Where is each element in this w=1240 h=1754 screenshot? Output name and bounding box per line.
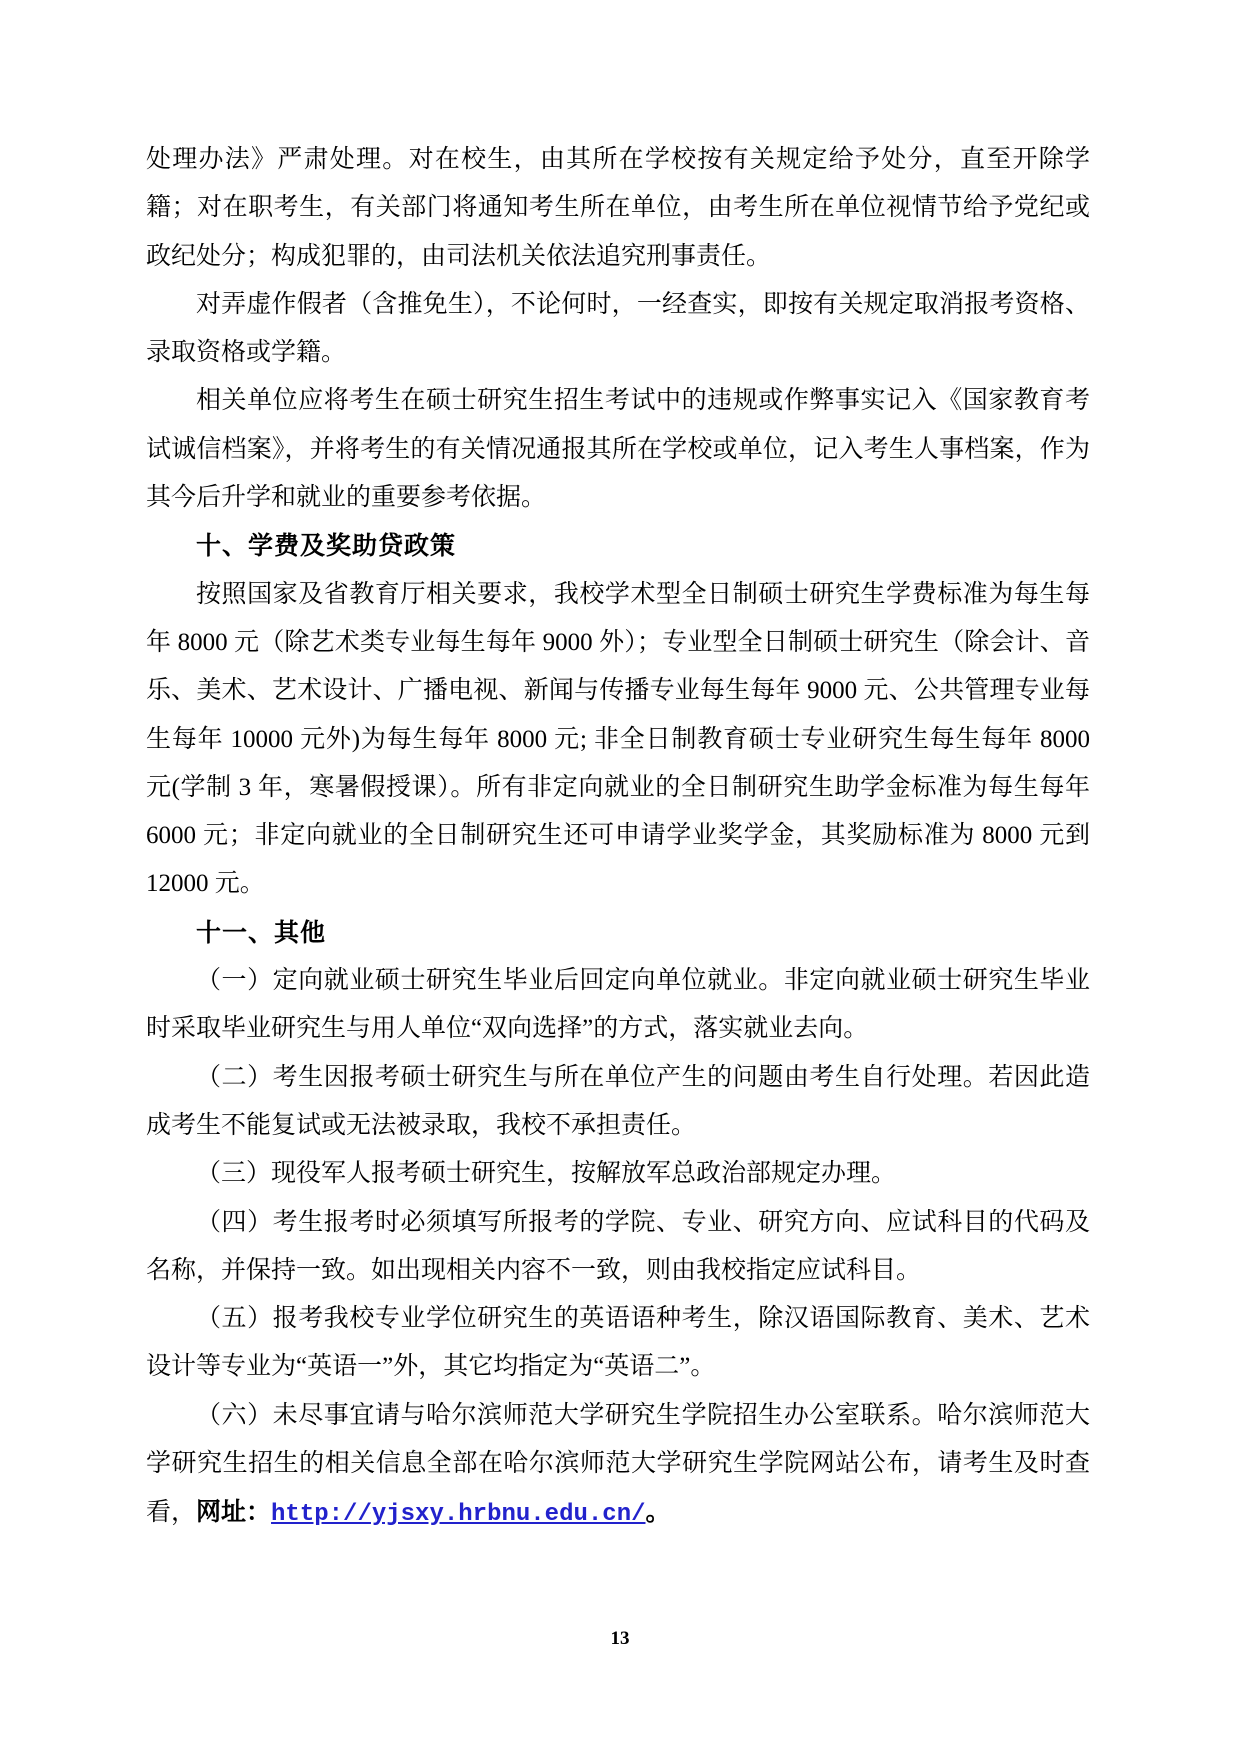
paragraph-text: （六）未尽事宜请与哈尔滨师范大学研究生学院招生办公室联系。哈尔滨师范大学研究生招生的相关信息全部在哈尔滨师范大学研究生学院网站公布，请考生及时查看， <box>146 1401 1090 1527</box>
paragraph: （五）报考我校专业学位研究生的英语语种考生，除汉语国际教育、美术、艺术设计等专业为“英语一”外，其它均指定为“英语二”。 <box>146 1305 1090 1381</box>
paragraph: （一）定向就业硕士研究生毕业后回定向单位就业。非定向就业硕士研究生毕业时采取毕业研究生与用人单位“双向选择”的方式，落实就业去向。 <box>146 967 1090 1043</box>
website-link[interactable]: http://yjsxy.hrbnu.edu.cn/ <box>271 1501 646 1529</box>
page-number: 13 <box>610 1628 630 1649</box>
paragraph <box>146 1392 1090 1540</box>
paragraph: 对弄虚作假者（含推免生），不论何时，一经查实，即按有关规定取消报考资格、录取资格或学籍。 <box>146 290 1090 367</box>
paragraph: 按照国家及省教育厅相关要求，我校学术型全日制硕士研究生学费标准为每生每年 8000 元（除艺术类专业每生每年 9000 外）；专业型全日制硕士研究生（除会计、音乐、美术、艺术设计、广播电视、新闻与传播专业每生每年 9000 元、公共管理专业每生每年 10000 元外)为每生每年 8000 元; 非全日制教育硕士专业研究生每生每年 8000 元(学制 3 年，寒暑假授课）。所有非定向就业的全日制研究生助学金标准为每生每年 6000 元；非定向就业的全日制研究生还可申请学业奖学金，其奖励标准为 8000 元到 12000 元。 <box>146 580 1090 898</box>
document-body <box>146 136 1090 1540</box>
paragraph: （四）考生报考时必须填写所报考的学院、专业、研究方向、应试科目的代码及名称，并保持一致。如出现相关内容不一致，则由我校指定应试科目。 <box>146 1208 1090 1284</box>
paragraph: 相关单位应将考生在硕士研究生招生考试中的违规或作弊事实记入《国家教育考试诚信档案》，并将考生的有关情况通报其所在学校或单位，记入考生人事档案，作为其今后升学和就业的重要参考依据。 <box>146 387 1090 512</box>
paragraph: 处理办法》严肃处理。对在校生，由其所在学校按有关规定给予处分，直至开除学籍；对在职考生，有关部门将通知考生所在单位，由考生所在单位视情节给予党纪或政纪处分；构成犯罪的，由司法机关依法追究刑事责任。 <box>146 146 1090 270</box>
sentence-end: 。 <box>645 1498 671 1527</box>
paragraph: （二）考生因报考硕士研究生与所在单位产生的问题由考生自行处理。若因此造成考生不能复试或无法被录取，我校不承担责任。 <box>146 1063 1090 1139</box>
section-heading: 十一、其他 <box>196 918 327 947</box>
url-label: 网址： <box>196 1498 272 1527</box>
section-heading: 十、学费及奖助贷政策 <box>196 532 457 561</box>
paragraph: （三）现役军人报考硕士研究生，按解放军总政治部规定办理。 <box>196 1160 897 1188</box>
